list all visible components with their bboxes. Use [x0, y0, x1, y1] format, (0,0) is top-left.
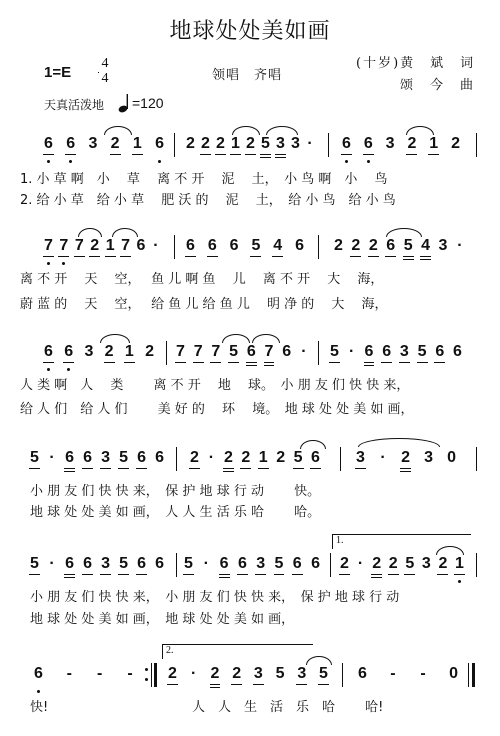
note: 2: [334, 237, 343, 254]
augmentation-dot: ·: [349, 343, 355, 360]
note: 5: [229, 344, 238, 360]
augmentation-dot: ·: [208, 449, 215, 466]
note: 5: [319, 666, 328, 682]
slur: [358, 438, 440, 447]
slur: [232, 126, 260, 135]
note: 6: [342, 136, 351, 152]
augmentation-dot: ·: [49, 555, 55, 572]
note: 3: [438, 237, 448, 254]
note: 2: [351, 238, 360, 254]
note: 3: [400, 344, 409, 360]
note: 0: [447, 449, 456, 466]
note: 6: [311, 555, 320, 572]
note: 2: [232, 666, 241, 682]
note: 6: [382, 344, 391, 360]
note: 6: [435, 344, 444, 360]
slur: [406, 126, 434, 135]
note: 4: [421, 238, 430, 254]
note: 2: [111, 136, 120, 152]
lyric-line: 2. 给 小 草 给 小 草 肥 沃 的 泥 土， 给 小 鸟 给 小 鸟: [20, 193, 396, 208]
dash: -: [420, 665, 426, 682]
slur: [100, 334, 130, 343]
note: 1: [106, 238, 115, 254]
measure: [30, 450, 164, 466]
note: 2: [190, 450, 199, 466]
note: 2: [241, 450, 250, 466]
measure: [176, 344, 308, 360]
measure: [184, 556, 320, 572]
measure: [358, 666, 458, 682]
time-signature: [98, 56, 112, 86]
composer-credit: 颂 今 曲: [400, 78, 476, 93]
note: 2: [340, 556, 349, 572]
note: 6: [208, 238, 217, 254]
note: 2: [401, 450, 410, 466]
augmentation-dot: ·: [49, 449, 55, 466]
note: 2: [90, 238, 99, 254]
note: 2: [211, 666, 220, 682]
lyric-line: 1. 小 草 啊 小 草 离 不 开 泥 土， 小 鸟 啊 小 鸟: [20, 172, 388, 187]
slur: [266, 126, 298, 135]
lyric-line: 人 类 啊 人 类 离 不 开 地 球。 小 朋 友 们 快 快 来，: [20, 378, 410, 393]
note: 3: [256, 556, 265, 572]
barline: [166, 341, 167, 365]
barline: [476, 447, 477, 471]
note: 2: [105, 344, 114, 360]
note: 7: [44, 238, 53, 254]
note: 6: [137, 556, 146, 572]
slur: [112, 228, 138, 237]
lyric-line: 人 人 生 活 乐 哈 哈!: [192, 700, 384, 715]
augmentation-dot: ·: [357, 555, 364, 572]
time-signature-top: 4: [101, 56, 109, 71]
note: 3: [356, 450, 365, 466]
note: 5: [251, 238, 260, 254]
slur: [386, 228, 422, 237]
lyric-line: 小 朋 友 们 快 快 来， 保 护 地 球 行 动 快。: [30, 484, 321, 499]
dash: -: [66, 665, 72, 682]
dash: -: [96, 665, 103, 682]
note: 3: [254, 666, 263, 682]
note: 3: [297, 666, 306, 682]
note: 3: [421, 555, 431, 572]
key-signature: 1=E: [44, 64, 72, 81]
note: 3: [424, 449, 433, 466]
note: 7: [265, 344, 274, 360]
note: 2: [246, 136, 255, 152]
note: 6: [64, 344, 73, 360]
note: 3: [88, 135, 98, 152]
note: 5: [294, 450, 303, 466]
lyric-line: 给 人 们 给 人 们 美 好 的 环 境。 地 球 处 处 美 如 画，: [20, 402, 414, 417]
note: 6: [137, 450, 146, 466]
note: 1: [231, 136, 240, 152]
note: 1: [259, 450, 268, 466]
augmentation-dot: ·: [203, 555, 209, 572]
barline: [342, 663, 343, 687]
augmentation-dot: ·: [191, 665, 197, 682]
barline: [174, 133, 175, 157]
note: 7: [75, 238, 84, 254]
note: 7: [59, 238, 68, 254]
note: 7: [176, 344, 185, 360]
note: 6: [358, 665, 367, 682]
performance-style: 领唱 齐唱: [212, 68, 283, 83]
augmentation-dot: ·: [153, 237, 159, 254]
measure: [44, 238, 160, 254]
quarter-note-icon: [118, 93, 130, 113]
note: 3: [84, 343, 94, 360]
measure: [340, 556, 464, 572]
barline: [328, 133, 329, 157]
note: 6: [186, 238, 195, 254]
measure: [186, 238, 304, 254]
note: 2: [438, 556, 447, 572]
slur: [300, 440, 326, 449]
measure: [34, 666, 134, 682]
note: 6: [155, 449, 164, 466]
barline: [176, 447, 177, 471]
note: 6: [238, 556, 247, 572]
note: 4: [273, 238, 282, 254]
note: 5: [119, 556, 128, 572]
note: 6: [364, 136, 373, 152]
note: 6: [293, 556, 302, 572]
note: 1: [429, 136, 438, 152]
measure: [342, 136, 460, 152]
note: 2: [216, 136, 225, 152]
note: 6: [65, 556, 74, 572]
slur: [252, 334, 280, 343]
barline: [318, 341, 319, 365]
note: 2: [389, 556, 398, 572]
measure: [44, 344, 154, 360]
slur: [78, 228, 102, 237]
measure: [330, 344, 462, 360]
measure: [168, 666, 328, 682]
barline: [476, 553, 477, 577]
barline: [174, 235, 175, 259]
note: 6: [44, 344, 53, 360]
lyric-line: 快!: [30, 700, 49, 715]
volta-bracket-2: [162, 644, 313, 659]
note: 5: [30, 450, 39, 466]
barline: [176, 553, 177, 577]
time-signature-bottom: 4: [101, 71, 109, 86]
note: 1: [455, 556, 464, 572]
note: 6: [44, 136, 53, 152]
measure: [356, 450, 456, 466]
note: 7: [194, 344, 203, 360]
augmentation-dot: ·: [301, 343, 307, 360]
note: 2: [224, 450, 233, 466]
note: 6: [247, 344, 256, 360]
note: 6: [386, 238, 395, 254]
note: 3: [101, 450, 110, 466]
note: 1: [133, 136, 142, 152]
barline: [476, 133, 477, 157]
expression-marking: 天真活泼地: [44, 98, 105, 112]
measure: [186, 136, 314, 152]
note: 6: [136, 237, 146, 254]
note: 2: [407, 136, 416, 152]
volta-number: 2.: [166, 645, 174, 656]
tempo-marking: =120: [132, 95, 164, 111]
slur: [104, 126, 132, 135]
note: 2: [276, 449, 286, 466]
note: 3: [276, 136, 285, 152]
note: 6: [65, 450, 74, 466]
slur: [306, 656, 332, 665]
note: 1: [125, 344, 134, 360]
dash: -: [127, 665, 133, 682]
note: 6: [282, 343, 292, 360]
note: 5: [404, 238, 413, 254]
augmentation-dot: ·: [457, 237, 463, 254]
note: 2: [451, 135, 460, 152]
lyricist-credit: (十岁)黄 斌 词: [356, 56, 476, 71]
slur: [222, 334, 250, 343]
note: 2: [145, 343, 154, 360]
note: 3: [101, 556, 110, 572]
note: 7: [121, 238, 130, 254]
volta-number: 1.: [336, 535, 344, 546]
note: 6: [155, 555, 164, 572]
barline: [318, 235, 319, 259]
note: 6: [66, 136, 75, 152]
augmentation-dot: ·: [307, 135, 313, 152]
measure: [44, 136, 164, 152]
note: 5: [261, 136, 270, 152]
note: 5: [184, 556, 193, 572]
note: 5: [275, 665, 285, 682]
lyric-line: 地 球 处 处 美 如 画， 人 人 生 活 乐 哈 哈。: [30, 505, 321, 520]
note: 5: [405, 556, 414, 572]
song-title: 地球处处美如画: [169, 19, 331, 44]
lyric-line: 离 不 开 天 空， 鱼 儿 啊 鱼 儿 离 不 开 大 海，: [20, 272, 384, 287]
note: 2: [186, 135, 195, 152]
measure: [30, 556, 164, 572]
note: 6: [365, 344, 374, 360]
note: 2: [168, 666, 177, 682]
note: 5: [30, 556, 39, 572]
note: 6: [220, 556, 229, 572]
note: 2: [201, 136, 210, 152]
note: 7: [211, 344, 220, 360]
barline: [340, 447, 341, 471]
note: 2: [369, 238, 378, 254]
lyric-line: 小 朋 友 们 快 快 来， 小 朋 友 们 快 快 来， 保 护 地 球 行 动: [30, 590, 400, 605]
note: 0: [449, 665, 458, 682]
note: 5: [275, 556, 284, 572]
dash: -: [390, 665, 396, 682]
measure: [190, 450, 320, 466]
note: 6: [83, 556, 92, 572]
lyric-line: 蔚 蓝 的 天 空， 给 鱼 儿 给 鱼 儿 明 净 的 大 海，: [20, 297, 388, 312]
note: 3: [385, 135, 395, 152]
note: 5: [330, 344, 339, 360]
lyric-line: 地 球 处 处 美 如 画， 地 球 处 处 美 如 画，: [30, 612, 295, 627]
note: 5: [418, 344, 427, 360]
note: 6: [155, 136, 164, 152]
barline: [330, 553, 331, 577]
note: 6: [453, 343, 462, 360]
measure: [334, 238, 464, 254]
note: 6: [295, 237, 304, 254]
note: 6: [311, 450, 320, 466]
note: 5: [119, 450, 128, 466]
note: 3: [291, 135, 300, 152]
augmentation-dot: ·: [380, 449, 386, 466]
note: 6: [83, 450, 92, 466]
note: 6: [34, 666, 43, 682]
note: 2: [372, 556, 381, 572]
note: 6: [229, 237, 239, 254]
